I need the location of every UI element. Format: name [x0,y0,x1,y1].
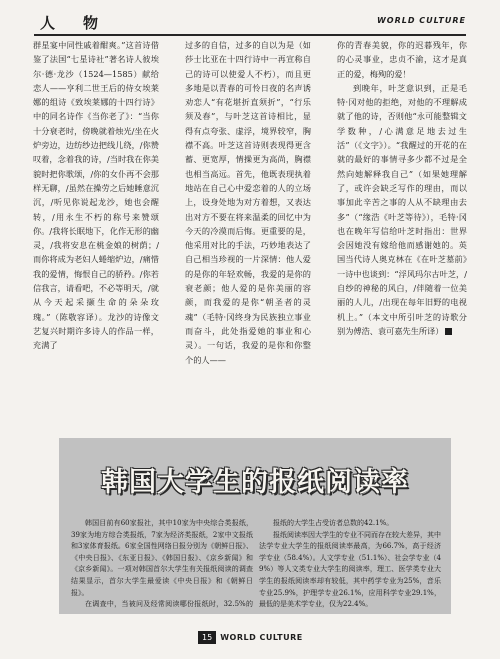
footer-magazine-name: WORLD CULTURE [220,633,303,642]
sidebar-title: 韩国大学生的报纸阅读率 [101,467,409,498]
page-header [34,10,466,36]
sidebar-title-band [59,438,451,508]
article-paragraph-final [337,81,467,338]
page-footer [198,631,303,644]
sidebar-column-2 [259,518,441,608]
sidebar-column-1 [71,518,253,608]
article-column-2 [185,38,311,420]
sidebar-box [59,438,451,614]
article-paragraph: 群星宴中同性戚着酣爽。”这首诗借鉴了法国“七星诗社”著名诗人彼埃尔·德·龙沙（1524—1585）献给恋人——亨利二世王后的侍女埃莱娜的组诗《致埃莱娜的十四行诗》中的同名诗作《当你老了》：“当你十分衰老时，傍晚就着烛光/坐在火炉旁边，边纺纱边把线儿绕，/你赞叹着，念着我的诗，/当时我在你美貌时把你歌颂，/你的女仆再不会那样无聊，/虽然在操劳之后她睡意沉沉，/听见你说起龙沙，她也会醒转，/用永生不朽的称号来赞颂你。/我将长眠地下，化作无形的幽灵，/我将安息在桃金娘的树荫；/而你将成为老妇人蜷缩炉边，/痛惜我的爱情，悔恨自己的骄矜。/你若信我言，请看吧，不必等明天，/就从今天起采撷生命的朵朵玫瑰。”（陈敬容译）。龙沙的诗像文艺复兴时期许多诗人的作品一样，充满了 [33,40,159,351]
sidebar-paragraph: 在调查中，当被问及经常阅读哪份报纸时，32.5%的 [85,600,253,608]
sidebar-paragraph: 报纸阅读率因大学生的专业不同而存在较大差异，其中法学专业大学生的报纸阅读率最高，为66.7%，高于经济学专业（58.4%）。人文学专业（51.1%）、社会学专业（49%）等人文类专业大学生的阅读率，理工、医学类专业大学生的报纸阅读率却有较低，其中药学专业为25%，音乐专业25.9%，护理学专业26.1%，应用科学专业29.1%，最低的是美术学专业，仅为22.4%。 [259,530,441,608]
article-paragraph: 到晚年，叶芝意识到，正是毛特·冈对他的拒绝，对他的不理解成就了他的诗，否则他“永可能整辑文学数种，/心满意足地去过生活”（《文字》）。“我醒过的开花的在就的最好的事情寻多少都不过是全然向她解释我自己”（如果她理解了，或许会缺乏写作的理由，而以事加此辛苦之事的人从不缺理由去多”（“缘浩《叶芝等待》），毛特·冈也在晚年写信给叶芝时指出：世界会因她没有嫁给他而感谢她的。英国当代诗人奥克林在《在叶芝墓前》一诗中也谈到：“浮风玛尔古叶芝，/自纱的神秘的风白，/伴随着一位美丽的人儿，/出现在每年旧野的电视机上。”（本文中所引叶芝的诗歌分别为傅浩、袁可嘉先生所译） [337,82,467,336]
article-column-3 [337,38,467,420]
end-mark-icon [445,328,452,335]
sidebar-paragraph: 韩国目前有60家报社，其中10家为中央综合类报纸，39家为地方综合类报纸，7家为经济类报纸，2家中文报纸和3家体育报纸。6家全国性网络日报分别为《朝鲜日报》、《中央日报》、《东亚日报》、《韩国日报》、《京乡新闻》和《京乡新闻》。一项对韩国首尔大学生有关报纸阅读的调查结果显示，首尔大学生最爱读《中央日报》和《朝鲜日报》。 [71,519,253,597]
article-paragraph: 过多的自信，过多的自以为是（如莎士比亚在十四行诗中一再宣称自己的诗可以使爱人不朽），而且更多地是以青春的可怜日夜的名声诱劝恋人“有花堪折直须折”，“行乐须及春”，与叶芝这首诗相比，显得有点夸张、虚浮，境界较窄，胸襟不高。叶芝这首诗则表现得更含蓄、更宽厚，情操更为高尚，胸襟也相当高远。首先，他既表现执着地站在自己心中爱恋着的人的立场上，设身处地为对方着想，又表达出对方不要在将来温柔的回忆中为今天的冷漠而后悔。更重要的是，他采用对比的手法，巧妙地表达了自己相当珍视的一片深情：他人爱的是你的年轻欢畅，我爱的是你的衰老颜；他人爱的是你美丽的容颜，而我爱的是你“朝圣者的灵魂”（毛特·冈终身为民族独立事业而奋斗，此处指爱她的事业和心灵）。一句话，我爱的是你和你整个的人—— [185,40,311,365]
sidebar-paragraph: 报纸的大学生占受访者总数的42.1%。 [273,519,394,527]
page-number: 15 [198,631,216,644]
section-title: 人物 [40,14,127,32]
article-column-1 [33,38,159,420]
article-paragraph: 你的青春美貌，你的迟暮残年，你的心灵事业，忠贞不渝，这才是真正的爱，梅殉的爱！ [337,40,467,79]
magazine-name: WORLD CULTURE [376,16,466,25]
